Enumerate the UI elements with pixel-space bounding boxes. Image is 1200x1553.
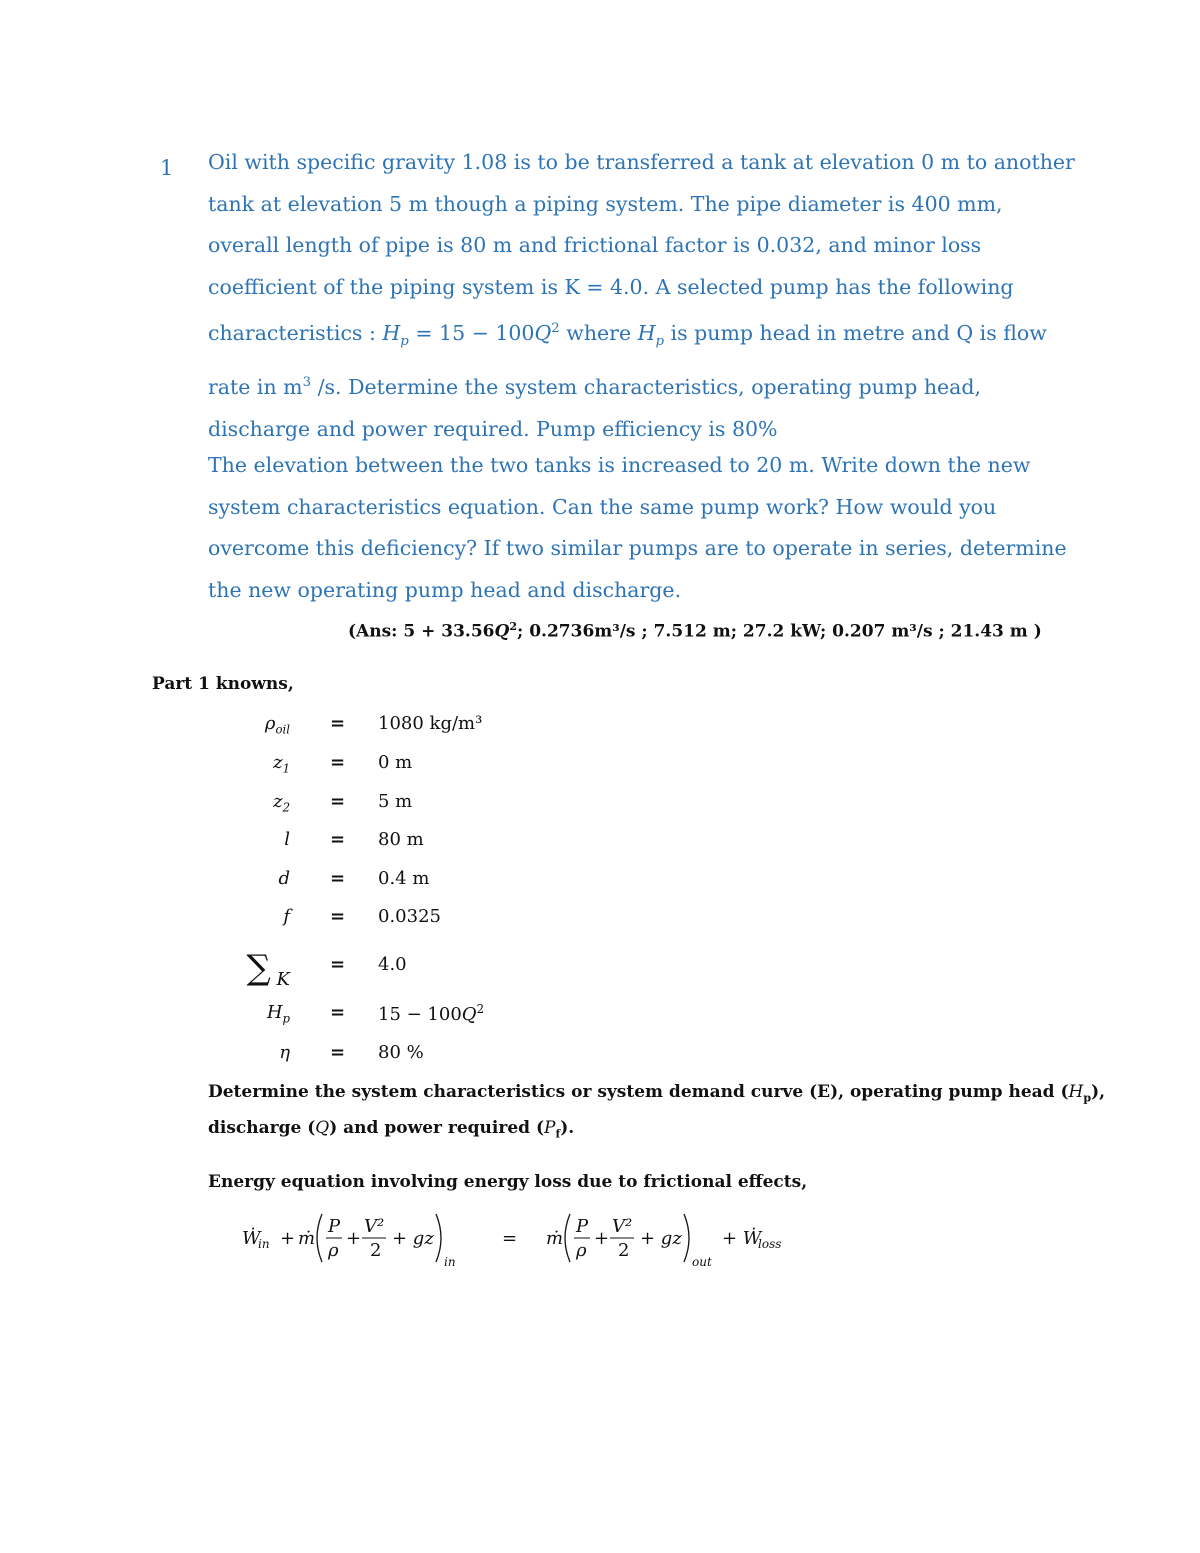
w-in-sub: in bbox=[258, 1237, 270, 1251]
w-in-symbol: Ẇ bbox=[242, 1228, 261, 1249]
question-number: 1 bbox=[160, 156, 174, 180]
known-row bbox=[200, 906, 600, 936]
known-value bbox=[378, 1002, 484, 1025]
known-value: 5 m bbox=[378, 791, 413, 812]
known-row bbox=[200, 948, 600, 990]
math-symbol: H bbox=[637, 320, 656, 345]
density-symbol: ρ bbox=[328, 1240, 339, 1261]
mdot-symbol: ṁ bbox=[546, 1228, 564, 1249]
equals-sign: = bbox=[330, 829, 346, 850]
answer-rest: ; 0.2736m³/s ; 7.512 m; 27.2 kW; 0.207 m³/s ; 21.43 m ) bbox=[517, 621, 1042, 642]
equals-sign: = bbox=[330, 1002, 346, 1023]
question-paragraph-1 bbox=[208, 142, 1075, 450]
math-sub: p bbox=[1083, 1091, 1092, 1105]
value-sup: 2 bbox=[476, 1002, 484, 1016]
answer-prefix: (Ans: 5 + 33.56 bbox=[348, 621, 495, 642]
math-sub: p bbox=[400, 333, 409, 349]
gz-term: + gz bbox=[392, 1228, 434, 1249]
density-symbol: ρ bbox=[576, 1240, 587, 1261]
known-row bbox=[200, 1042, 600, 1072]
left-paren bbox=[317, 1214, 322, 1262]
plus-sign: + bbox=[594, 1228, 610, 1249]
known-symbol bbox=[279, 1042, 290, 1063]
question-line: the new operating pump head and discharge. bbox=[208, 577, 682, 602]
text: where bbox=[559, 320, 638, 345]
energy-equation-svg bbox=[240, 1202, 840, 1282]
gz-term: + gz bbox=[640, 1228, 682, 1249]
plus-sign: + bbox=[346, 1228, 362, 1249]
symbol-sub: 2 bbox=[282, 800, 290, 815]
known-value: 0.0325 bbox=[378, 906, 441, 927]
math-symbol: Q bbox=[315, 1118, 330, 1138]
plus-sign: + bbox=[280, 1228, 296, 1249]
right-paren bbox=[684, 1214, 689, 1262]
known-value: 80 % bbox=[378, 1042, 424, 1063]
question-line: The elevation between the two tanks is increased to 20 m. Write down the new bbox=[208, 453, 1031, 477]
pressure-symbol: P bbox=[576, 1216, 589, 1237]
equals-sign: = bbox=[330, 868, 346, 889]
math-symbol: H bbox=[1068, 1082, 1084, 1102]
equals-sign: = bbox=[330, 906, 346, 927]
left-paren bbox=[565, 1214, 570, 1262]
known-symbol bbox=[246, 948, 290, 994]
question-line: coefficient of the piping system is K = 4.0. A selected pump has the following bbox=[208, 274, 1014, 299]
math-sub: p bbox=[655, 333, 665, 349]
w-loss-sub: loss bbox=[758, 1237, 782, 1251]
known-value: 4.0 bbox=[378, 954, 407, 975]
value-text: 15 − 100 bbox=[378, 1004, 462, 1025]
question-line: overcome this deficiency? If two similar pumps are to operate in series, determine bbox=[208, 536, 1067, 560]
text: ) and power required ( bbox=[329, 1118, 544, 1138]
symbol: z bbox=[273, 791, 283, 812]
question-line bbox=[208, 362, 1068, 408]
math-symbol: Q bbox=[534, 320, 552, 345]
in-subscript: in bbox=[444, 1255, 456, 1269]
known-symbol bbox=[284, 829, 290, 850]
known-symbol bbox=[273, 791, 290, 815]
text: characteristics : bbox=[208, 320, 383, 345]
known-symbol bbox=[278, 868, 290, 889]
text: ), bbox=[1091, 1082, 1106, 1102]
known-symbol bbox=[265, 713, 290, 737]
symbol: l bbox=[284, 829, 290, 850]
symbol-sub: p bbox=[282, 1011, 290, 1026]
equals-sign: = bbox=[330, 791, 346, 812]
symbol: H bbox=[266, 1002, 283, 1023]
known-row bbox=[200, 713, 600, 743]
known-row bbox=[200, 791, 600, 821]
math-symbol: Q bbox=[494, 621, 510, 642]
known-value: 0 m bbox=[378, 752, 413, 773]
symbol-sub: oil bbox=[275, 722, 290, 737]
equals-sign: = bbox=[330, 752, 346, 773]
value-symbol: Q bbox=[461, 1004, 477, 1025]
math-sup: 2 bbox=[509, 620, 518, 633]
two-denominator: 2 bbox=[370, 1240, 382, 1261]
known-symbol bbox=[267, 1002, 290, 1026]
out-subscript: out bbox=[692, 1255, 712, 1269]
known-value: 1080 kg/m³ bbox=[378, 713, 483, 734]
question-line-pump-curve bbox=[208, 308, 1068, 362]
right-paren bbox=[436, 1214, 441, 1262]
text: ). bbox=[560, 1118, 575, 1138]
symbol: f bbox=[283, 906, 290, 927]
determine-line-1 bbox=[208, 1082, 1105, 1104]
math-text: = 15 − 100 bbox=[408, 320, 535, 345]
known-row bbox=[200, 752, 600, 782]
symbol: η bbox=[279, 1042, 290, 1063]
mdot-symbol: ṁ bbox=[298, 1228, 316, 1249]
math-sup: 3 bbox=[302, 375, 312, 391]
equals-sign: = bbox=[502, 1228, 518, 1249]
known-symbol bbox=[283, 906, 290, 927]
question-line: Oil with specific gravity 1.08 is to be transferred a tank at elevation 0 m to another bbox=[208, 150, 1075, 174]
pressure-symbol: P bbox=[328, 1216, 341, 1237]
part-title: Part 1 knowns, bbox=[152, 674, 294, 694]
sigma-symbol: ∑ bbox=[246, 948, 271, 988]
math-sub: f bbox=[555, 1127, 561, 1141]
text: Determine the system characteristics or system demand curve (E), operating pump head ( bbox=[208, 1082, 1069, 1102]
energy-equation bbox=[240, 1202, 840, 1282]
math-symbol: H bbox=[382, 320, 401, 345]
known-value: 80 m bbox=[378, 829, 424, 850]
equals-sign: = bbox=[330, 954, 346, 975]
equals-sign: = bbox=[330, 713, 346, 734]
math-sup: 2 bbox=[551, 321, 560, 336]
symbol: d bbox=[278, 868, 290, 889]
question-line: overall length of pipe is 80 m and frictional factor is 0.032, and minor loss bbox=[208, 233, 982, 257]
text: rate in m bbox=[208, 375, 303, 400]
two-denominator: 2 bbox=[618, 1240, 630, 1261]
math-symbol: P bbox=[544, 1118, 556, 1138]
question-line: discharge and power required. Pump efficiency is 80% bbox=[208, 416, 778, 441]
text: /s. Determine the system characteristics, operating pump head, bbox=[311, 375, 982, 400]
w-loss-symbol: + Ẇ bbox=[722, 1228, 762, 1249]
velocity-squared: V² bbox=[612, 1216, 633, 1237]
known-row bbox=[200, 868, 600, 898]
known-symbol bbox=[273, 752, 290, 776]
known-value: 0.4 m bbox=[378, 868, 430, 889]
known-row bbox=[200, 1002, 600, 1032]
symbol: ρ bbox=[264, 713, 276, 734]
text: is pump head in metre and Q is flow bbox=[664, 320, 1047, 345]
symbol-sub: 1 bbox=[282, 761, 290, 776]
question-line: system characteristics equation. Can the same pump work? How would you bbox=[208, 494, 997, 519]
answer-line bbox=[348, 620, 1042, 642]
question-paragraph-2 bbox=[208, 445, 1068, 611]
symbol: z bbox=[273, 752, 283, 773]
question-line: tank at elevation 5 m though a piping system. The pipe diameter is 400 mm, bbox=[208, 191, 1003, 216]
determine-line-2 bbox=[208, 1118, 574, 1140]
equals-sign: = bbox=[330, 1042, 346, 1063]
velocity-squared: V² bbox=[364, 1216, 385, 1237]
text: discharge ( bbox=[208, 1118, 316, 1138]
energy-title: Energy equation involving energy loss due to frictional effects, bbox=[208, 1172, 808, 1192]
symbol: K bbox=[276, 969, 290, 990]
known-row bbox=[200, 829, 600, 859]
